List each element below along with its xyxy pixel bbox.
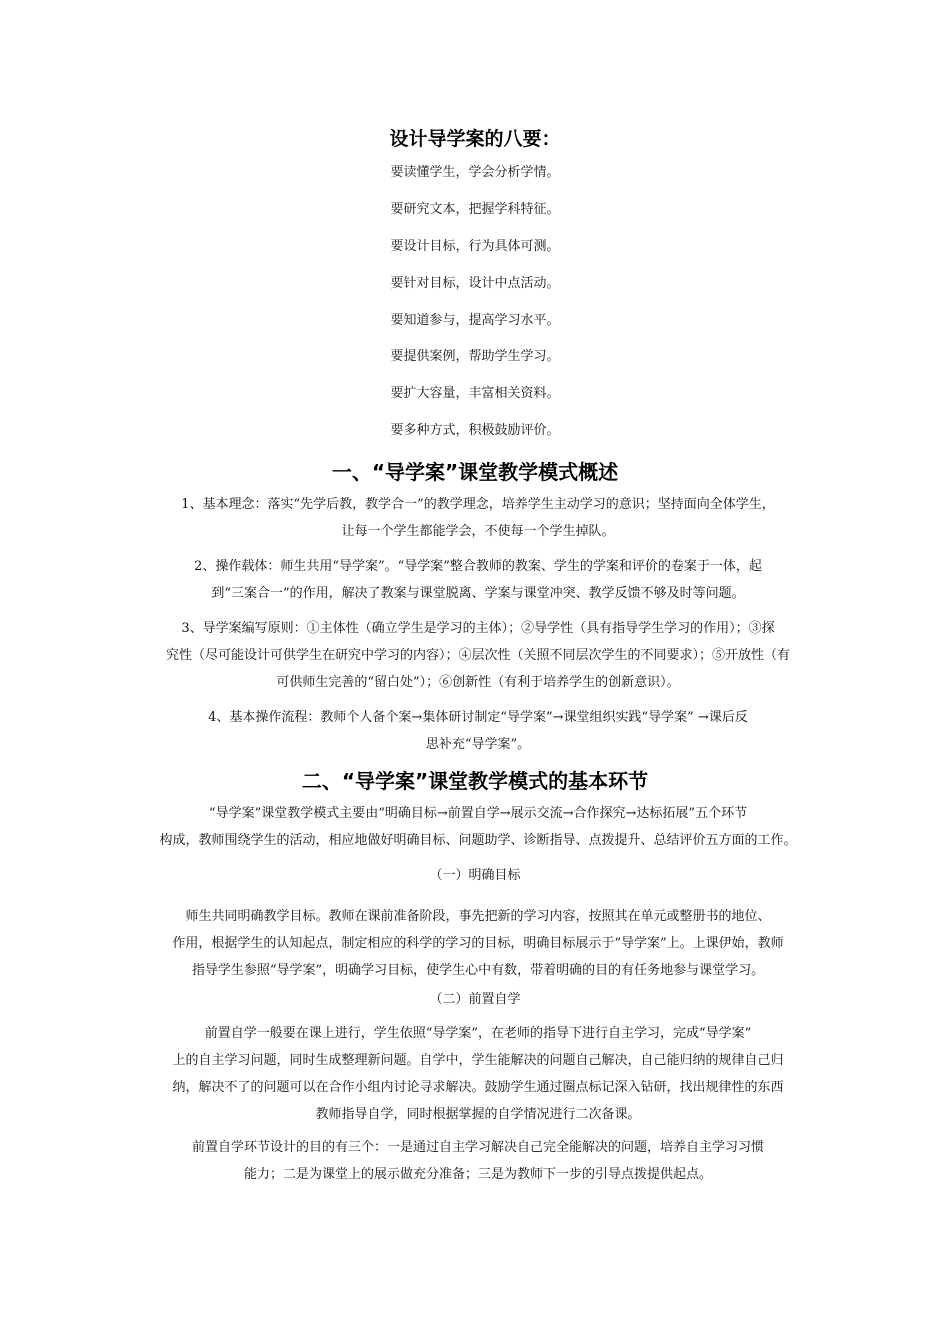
paragraph-line: 2、操作载体：师生共用“导学案”。“导学案”整合教师的教案、学生的学案和评价的卷案于一体，起: [194, 559, 762, 574]
section-heading-overview: 一、“导学案”课堂教学模式概述: [331, 460, 619, 484]
paragraph-pre-study-purpose: [142, 1134, 814, 1188]
document-title: 设计导学案的八要：: [389, 128, 561, 150]
requirement-item: 要研究文本，把握学科特征。: [390, 202, 560, 217]
requirement-item: 要提供案例，帮助学生学习。: [390, 349, 560, 364]
subheading-pre-study: （二）前置自学: [429, 992, 521, 1007]
paragraph-line: 纳，解决不了的问题可以在合作小组内讨论寻求解决。鼓励学生通过圈点标记深入钻研，找出规律性的东西: [172, 1080, 784, 1095]
paragraph-line: 作用，根据学生的认知起点，制定相应的科学的学习的目标，明确目标展示于“导学案”上。上课伊始，教师: [172, 936, 784, 951]
subheading-clear-goals: （一）明确目标: [429, 868, 521, 883]
section-heading-basic-steps: 二、“导学案”课堂教学模式的基本环节: [301, 769, 649, 793]
paragraph-pre-study: [142, 1020, 814, 1128]
requirement-item: 要读懂学生，学会分析学情。: [390, 165, 560, 180]
requirement-item: 要扩大容量，丰富相关资料。: [390, 386, 560, 401]
paragraph-line: 可供师生完善的“留白处”）；⑥创新性（有利于培养学生的创新意识）。: [276, 675, 680, 690]
paragraph-line: 构成，教师围绕学生的活动，相应地做好明确目标、问题助学、诊断指导、点拨提升、总结评价五方面的工作。: [159, 833, 797, 848]
paragraph-line: 教师指导自学，同时根据掌握的自学情况进行二次备课。: [315, 1107, 641, 1122]
paragraph-line: 能力；二是为课堂上的展示做充分准备；三是为教师下一步的引导点拨提供起点。: [243, 1167, 712, 1182]
paragraph-line: 思补充“导学案”。: [425, 737, 531, 752]
paragraph-line: “导学案”课堂教学模式主要由“明确目标→前置自学→展示交流→合作探究→达标拓展”五个环节: [208, 806, 748, 821]
paragraph-line: 4、基本操作流程：教师个人备个案→集体研讨制定“导学案”→课堂组织实践“导学案” →课后反: [208, 710, 748, 725]
paragraph-line: 前置自学一般要在课上进行，学生依照“导学案”，在老师的指导下进行自主学习，完成“导学案”: [204, 1026, 752, 1041]
paragraph-line: 1、基本理念：落实“先学后教，教学合一”的教学理念，培养学生主动学习的意识；坚持面向全体学生，: [181, 497, 775, 512]
requirement-item: 要知道参与，提高学习水平。: [390, 313, 560, 328]
requirement-item: 要多种方式，积极鼓励评价。: [390, 423, 560, 438]
paragraph-line: 师生共同明确教学目标。教师在课前准备阶段，事先把新的学习内容，按照其在单元或整册书的地位、: [185, 909, 771, 924]
paragraph-line: 前置自学环节设计的目的有三个：一是通过自主学习解决自己完全能解决的问题，培养自主学习习惯: [191, 1140, 764, 1155]
paragraph-line: 到“三案合一”的作用，解决了教案与课堂脱离、学案与课堂冲突、教学反馈不够及时等问题。: [211, 586, 745, 601]
paragraph-line: 指导学生参照“导学案”，明确学习目标，使学生心中有数，带着明确的目的有任务地参与课堂学习。: [191, 963, 765, 978]
paragraph-line: 究性（尽可能设计可供学生在研究中学习的内容）；④层次性（关照不同层次学生的不同要求）；⑤开放性（有: [165, 648, 790, 663]
requirement-item: 要设计目标，行为具体可测。: [390, 239, 560, 254]
paragraph-operation-carrier: [142, 553, 814, 607]
paragraph-basic-concept: [142, 491, 814, 545]
paragraph-line: 上的自主学习问题，同时生成整理新问题。自学中，学生能解决的问题自己解决，自己能归纳的规律自己归: [172, 1053, 784, 1068]
requirement-item: 要针对目标，设计中点活动。: [390, 276, 560, 291]
paragraph-operation-process: [142, 704, 814, 758]
paragraph-writing-principles: [142, 615, 814, 696]
paragraph-clear-goals: [142, 903, 814, 984]
paragraph-steps-intro: [142, 800, 814, 854]
paragraph-line: 3、导学案编写原则：①主体性（确立学生是学习的主体）；②导学性（具有指导学生学习的作用）；③探: [181, 621, 775, 636]
paragraph-line: 让每一个学生都能学会，不使每一个学生掉队。: [341, 524, 615, 539]
